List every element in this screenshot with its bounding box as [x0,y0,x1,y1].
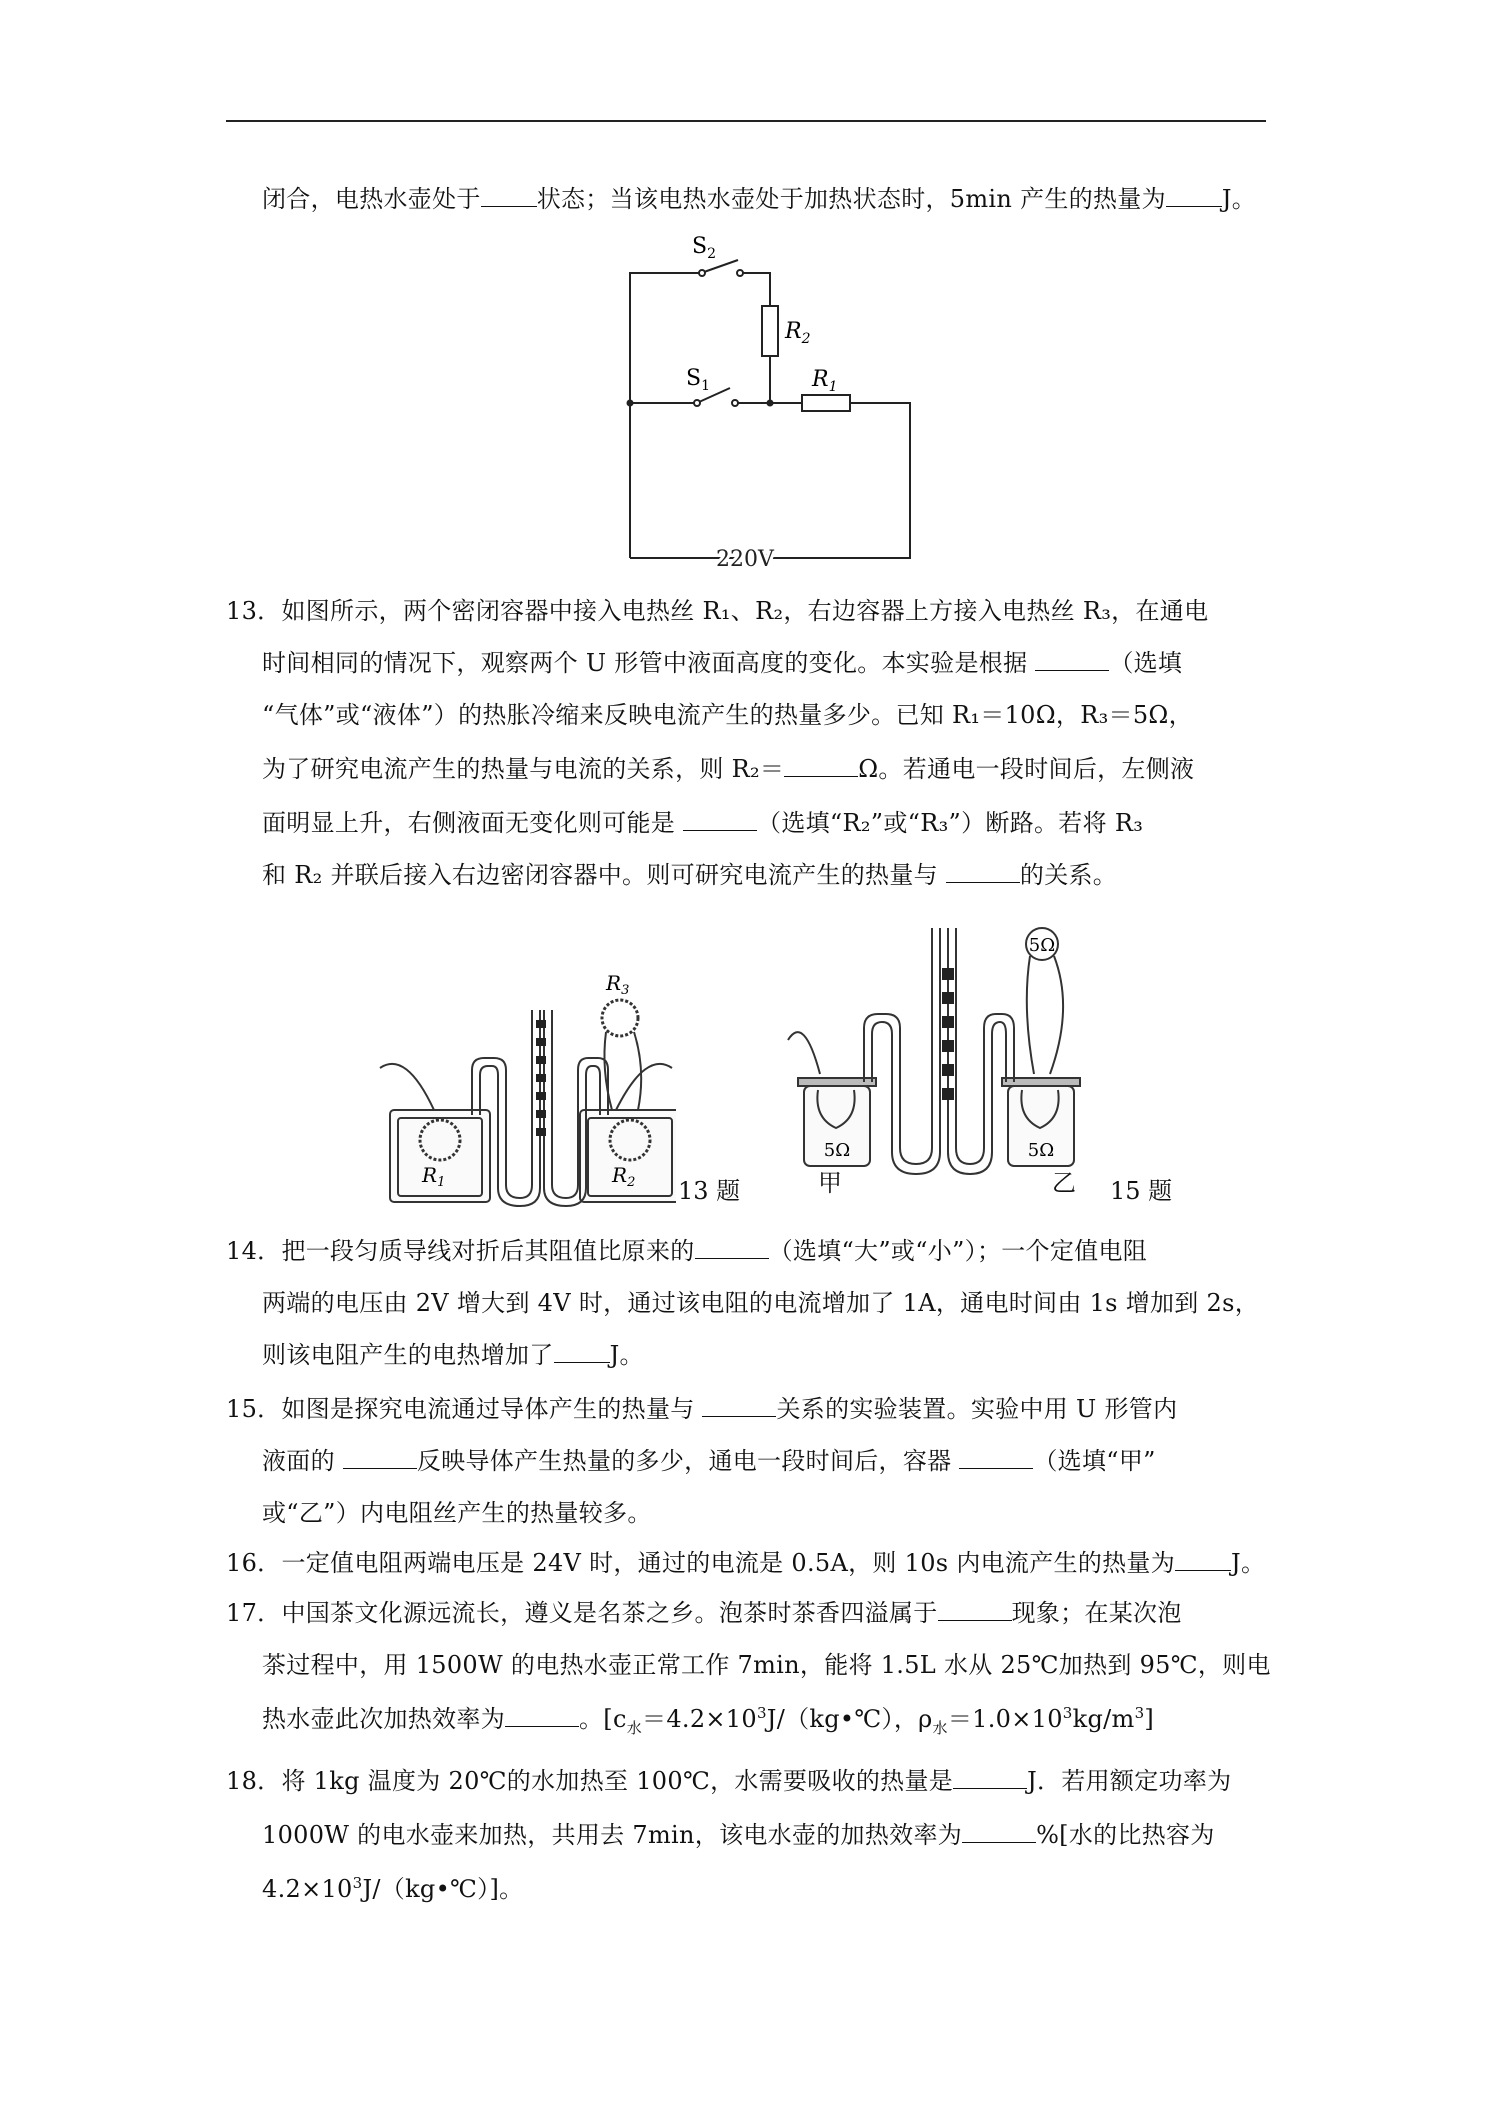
q17-text: 热水壶此次加热效率为 [262,1705,505,1733]
q13-text: 时间相同的情况下，观察两个 U 形管中液面高度的变化。本实验是根据 [262,649,1036,677]
fig15-caption: 15 题 [1110,1177,1173,1205]
fig13-r1-label: $R_1$ [422,1163,446,1190]
fig15-label-right: 乙 [1052,1169,1076,1197]
q13-line-5 [262,808,1143,838]
q13-blank-2[interactable] [784,754,858,777]
q18-line-2 [262,1820,1215,1850]
r1-label: $R_1$ [812,367,838,395]
q17-text: J/（kg•℃），ρ [766,1705,933,1733]
q13-line-4 [262,754,1194,784]
q17-text: ＝4.2×10 [642,1705,757,1733]
q16-number: 16． [226,1549,282,1577]
q12-text-1: 闭合，电热水壶处于 [262,185,481,213]
header-rule [226,120,1266,122]
q13-line-1 [226,596,1208,626]
q17-text: 。[c [579,1705,627,1733]
q14-number: 14． [226,1237,282,1265]
q14-text: 则该电阻产生的电热增加了 [262,1341,554,1369]
q18-sup: 3 [352,1874,363,1892]
q15-number: 15． [226,1395,282,1423]
q18-text: J．若用额定功率为 [1027,1767,1232,1795]
q15-text: （选填“甲” [1033,1447,1156,1475]
q14-line-2 [262,1288,1259,1318]
s2-label: $S_2$ [692,234,716,262]
q17-line-1 [226,1598,1182,1628]
r2-label: $R_2$ [785,319,811,347]
q15-blank-3[interactable] [959,1446,1033,1469]
q13-text: 如图所示，两个密闭容器中接入电热丝 R₁、R₂，右边容器上方接入电热丝 R₃，在通电 [281,597,1209,625]
q15-text: 反映导体产生热量的多少，通电一段时间后，容器 [416,1447,960,1475]
q13-text: Ω。若通电一段时间后，左侧液 [858,755,1195,783]
q17-number: 17． [226,1599,282,1627]
q13-text: 为了研究电流产生的热量与电流的关系，则 R₂＝ [262,755,785,783]
q13-blank-1[interactable] [1035,648,1109,671]
q15-line-3 [262,1498,652,1528]
fig13-caption: 13 题 [678,1177,741,1205]
figure-15 [784,918,1094,1182]
q12-blank-1[interactable] [481,184,537,207]
q16-text: 一定值电阻两端电压是 24V 时，通过的电流是 0.5A，则 10s 内电流产生的热量为 [281,1549,1176,1577]
q13-line-6 [262,860,1117,890]
q15-text: 如图是探究电流通过导体产生的热量与 [281,1395,703,1423]
q18-blank-2[interactable] [962,1820,1036,1843]
q12-text-2: 状态；当该电热水壶处于加热状态时，5min 产生的热量为 [536,185,1166,213]
q17-sup: 3 [1062,1704,1073,1722]
q13-text: （选填“R₂”或“R₃”）断路。若将 R₃ [757,809,1144,837]
source-label: 220V [716,547,774,572]
circuit-diagram [600,228,940,578]
q18-text: 将 1kg 温度为 20℃的水加热至 100℃，水需要吸收的热量是 [281,1767,954,1795]
fig15-right-resistor: 5Ω [1027,1140,1055,1161]
q13-text: （选填 [1109,649,1183,677]
q15-text: 液面的 [262,1447,343,1475]
s1-label: $S_1$ [686,366,710,394]
q17-text: ＝1.0×10 [947,1705,1063,1733]
q17-line-2 [262,1650,1271,1680]
q13-blank-3[interactable] [683,808,757,831]
q17-blank-2[interactable] [505,1704,579,1727]
fig15-left-resistor: 5Ω [823,1140,851,1161]
q13-text: “气体”或“液体”）的热胀冷缩来反映电流产生的热量多少。已知 R₁＝10Ω，R₃＝5Ω， [262,701,1193,729]
q15-line-1 [226,1394,1177,1424]
fig13-r3-label: $R_3$ [606,971,630,998]
q15-text: 或“乙”）内电阻丝产生的热量较多。 [262,1499,652,1527]
q15-text: 关系的实验装置。实验中用 U 形管内 [776,1395,1178,1423]
q13-blank-4[interactable] [946,860,1020,883]
fig13-r2-label: $R_2$ [612,1163,636,1190]
q18-text: 4.2×10 [262,1875,353,1903]
q14-line-1 [226,1236,1147,1266]
q12-text-3: J。 [1221,185,1257,213]
q14-blank-2[interactable] [554,1340,610,1363]
q17-text: kg/m [1072,1705,1135,1733]
q18-line-1 [226,1766,1231,1796]
fig15-label-left: 甲 [818,1169,842,1197]
q13-line-2 [262,648,1182,678]
q16-line-1 [226,1548,1265,1578]
q15-line-2 [262,1446,1156,1476]
q15-blank-1[interactable] [702,1394,776,1417]
q14-line-3 [262,1340,644,1370]
q18-text: J/（kg•℃）]。 [362,1875,524,1903]
q18-blank-1[interactable] [953,1766,1027,1789]
q18-line-3 [262,1874,523,1904]
q18-number: 18． [226,1767,282,1795]
q18-text: 1000W 的电水壶来加热，共用去 7min，该电水壶的加热效率为 [262,1821,963,1849]
q17-blank-1[interactable] [938,1598,1012,1621]
q15-blank-2[interactable] [343,1446,417,1469]
q14-text: 两端的电压由 2V 增大到 4V 时，通过该电阻的电流增加了 1A，通电时间由 1s 增加到 2s， [262,1289,1260,1317]
q17-line-3 [262,1704,1155,1737]
fig15-top-resistor: 5Ω [1028,935,1056,956]
q17-sup: 3 [756,1704,767,1722]
q18-text: %[水的比热容为 [1036,1821,1215,1849]
q14-text: （选填“大”或“小”）；一个定值电阻 [768,1237,1148,1265]
q13-text: 面明显上升，右侧液面无变化则可能是 [262,809,684,837]
q13-number: 13． [226,597,282,625]
q13-line-3 [262,700,1193,730]
q16-text: J。 [1231,1549,1266,1577]
q17-sub: 水 [932,1718,948,1737]
q12-blank-2[interactable] [1166,184,1222,207]
q17-sup: 3 [1134,1704,1145,1722]
q13-text: 的关系。 [1019,861,1118,889]
q14-blank-1[interactable] [695,1236,769,1259]
q12-tail-line [262,184,1256,214]
q13-text: 和 R₂ 并联后接入右边密闭容器中。则可研究电流产生的热量与 [262,861,946,889]
q14-text: J。 [609,1341,644,1369]
figure-13 [376,950,676,1208]
q17-sub: 水 [626,1718,643,1737]
q17-text: 现象；在某次泡 [1011,1599,1182,1627]
q17-text: 中国茶文化源远流长，遵义是名茶之乡。泡茶时茶香四溢属于 [281,1599,938,1627]
q16-blank-1[interactable] [1175,1548,1231,1571]
q17-text: ] [1144,1705,1155,1733]
q17-text: 茶过程中，用 1500W 的电热水壶正常工作 7min，能将 1.5L 水从 25℃加热到 95℃，则电 [262,1651,1271,1679]
q14-text: 把一段匀质导线对折后其阻值比原来的 [281,1237,695,1265]
